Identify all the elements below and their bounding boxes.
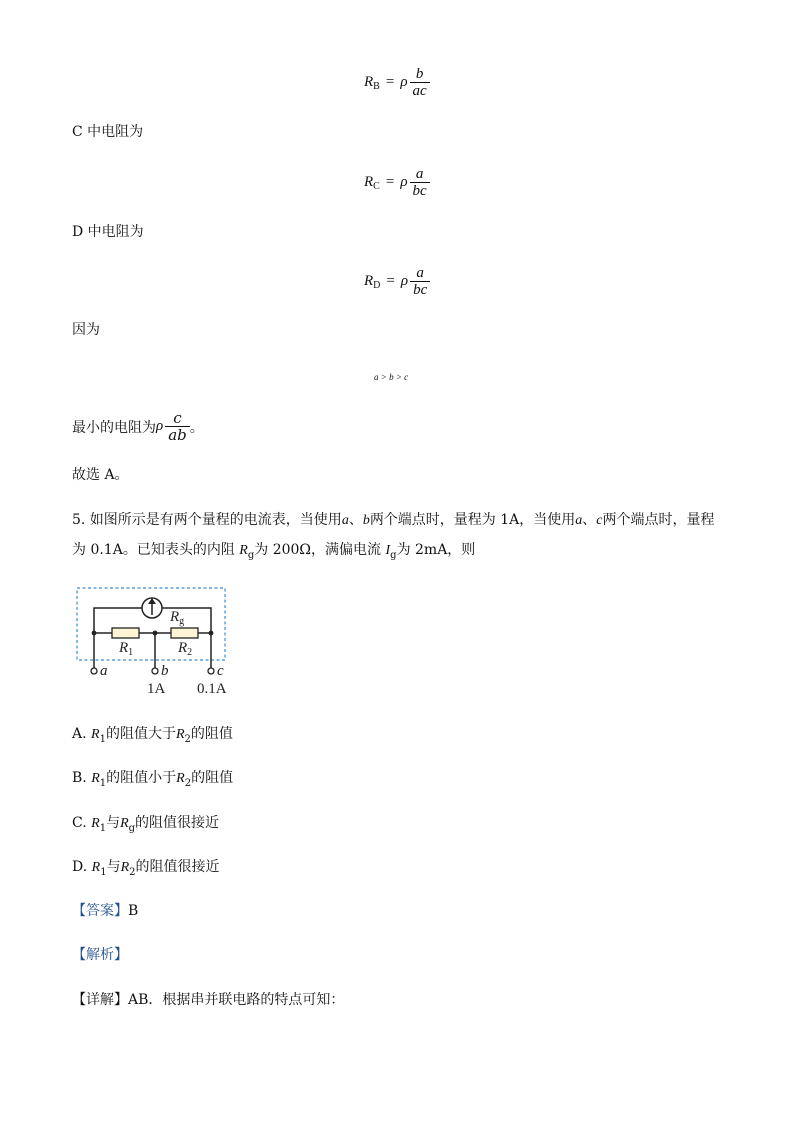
terminal-c-label: c [217,663,224,679]
option-d: D. $R_1$与$R_2$的阻值很接近 [72,859,220,878]
r1-label: $R_1$ [119,640,134,658]
equation-rd: R D = ρ $\frac{a}{bc}$ [364,265,430,298]
inequality: a > b > c [374,372,409,382]
label-d-resistance: D 中电阻为 [72,224,144,240]
r2-label: $R_2$ [178,640,193,658]
terminal-c [208,668,214,674]
min-resistance-line: 最小的电阻为 ρ $\frac{c}{ab}$ 。 [72,409,204,444]
option-b: B. $R_1$的阻值小于$R_2$的阻值 [72,770,234,789]
terminal-a-label: a [100,663,108,679]
terminal-a [91,668,97,674]
terminal-b [152,668,158,674]
terminal-b-label: b [161,663,169,679]
detail-line: 【详解】AB．根据串并联电路的特点可知： [72,992,345,1008]
option-c: C. $R_1$与$R_g$的阻值很接近 [72,815,220,834]
resistor-r2 [171,628,198,638]
resistor-r1 [112,628,139,638]
label-c-resistance: C 中电阻为 [72,124,144,140]
option-a: A. $R_1$的阻值大于$R_2$的阻值 [72,726,233,745]
equation-rb: R B = ρ $\frac{b}{ac}$ [364,66,430,99]
question-5-line-2: 为 0.1A。已知表头的内阻 $R_g$为 200Ω，满偏电流 $I_g$为 2mA，则 [72,542,476,561]
choose-answer: 故选 A。 [72,467,129,483]
galvanometer-icon [142,598,162,618]
range-1a-label: 1A [147,681,166,697]
rg-label: $R_g$ [170,609,185,627]
range-01a-label: 0.1A [197,681,227,697]
question-5-line-1: 5. 如图所示是有两个量程的电流表，当使用a、b两个端点时，量程为 1A，当使用a、c两个端点时，量程 [72,512,715,528]
analysis-heading: 【解析】 [72,947,128,963]
answer-line: 【答案】B [72,903,139,919]
equation-rc: R C = ρ $\frac{a}{bc}$ [364,166,430,199]
ammeter-circuit-diagram [70,584,240,700]
because-label: 因为 [72,322,100,338]
